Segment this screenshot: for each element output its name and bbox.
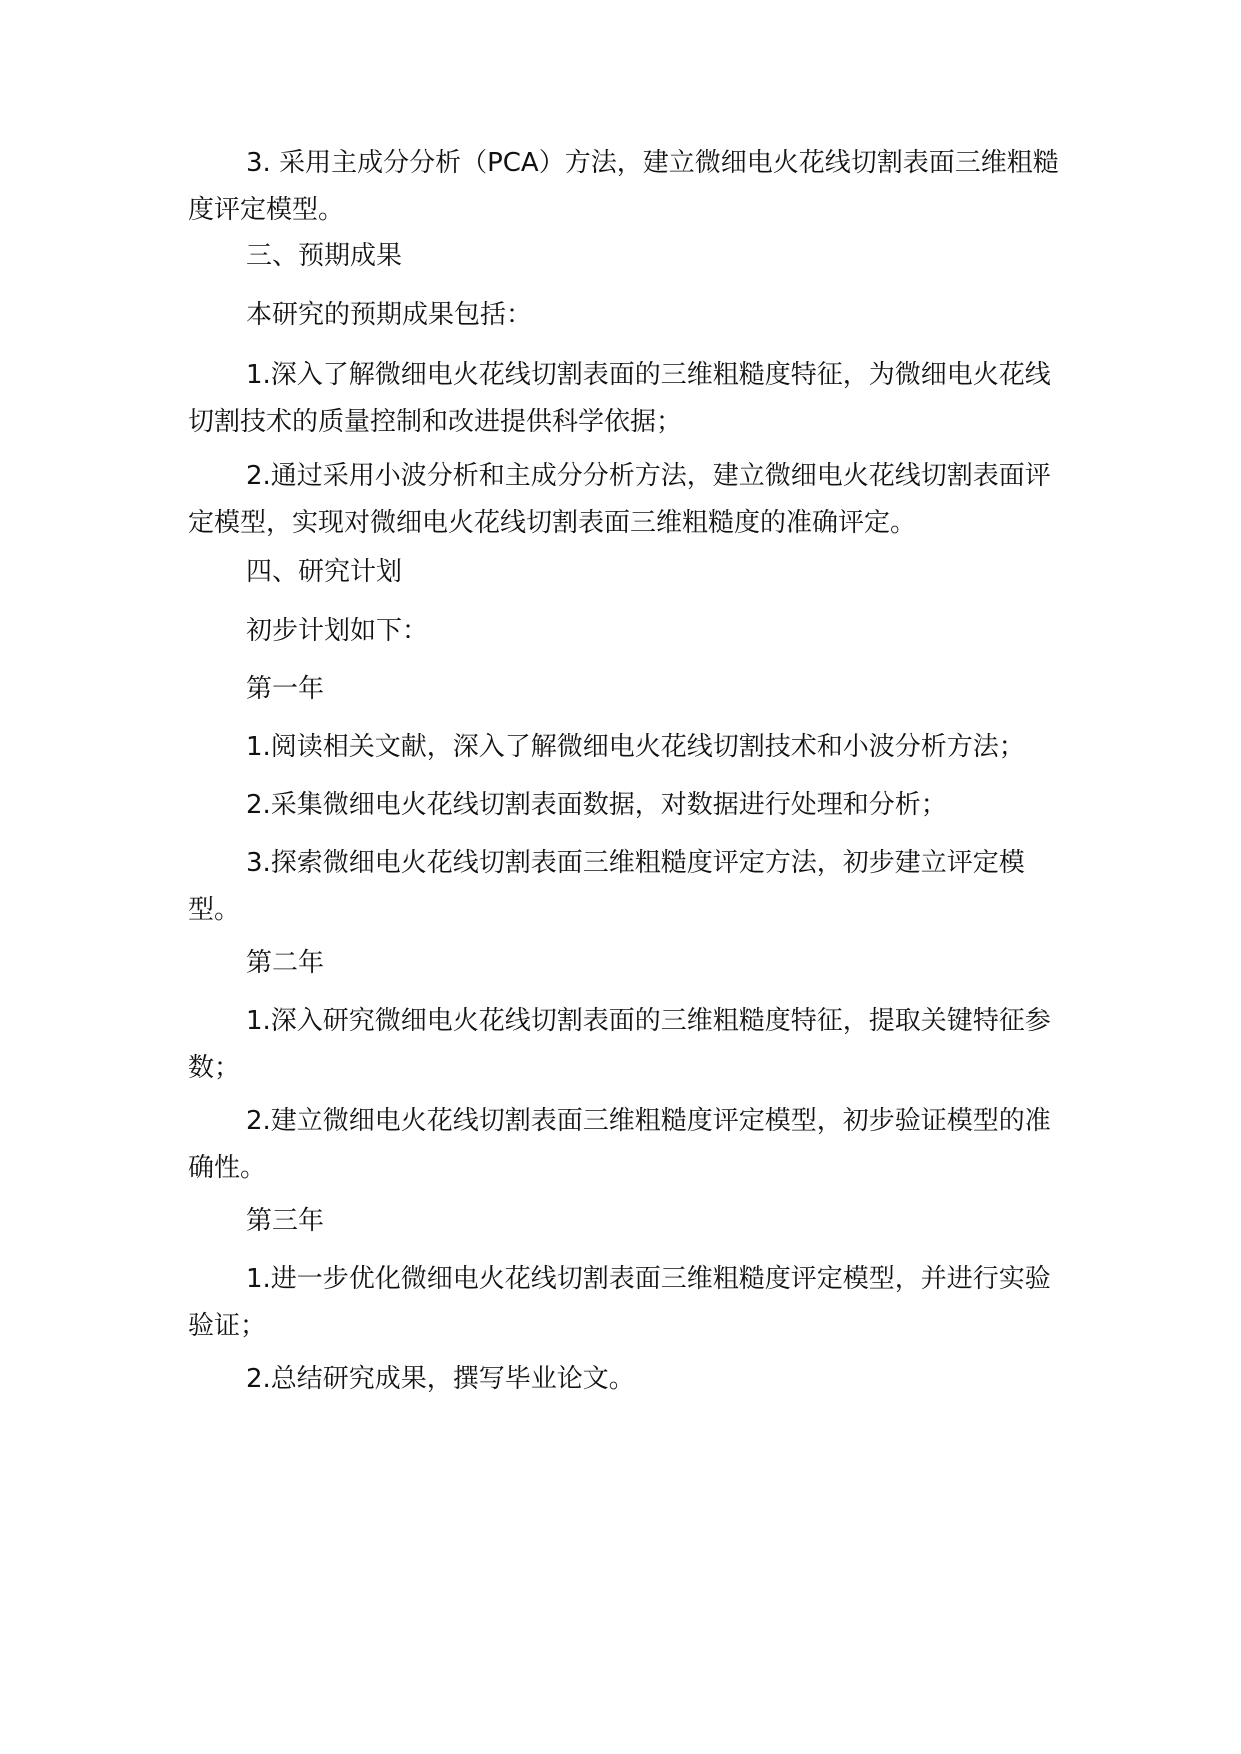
paragraph-method-3: 3. 采用主成分分析（PCA）方法，建立微细电火花线切割表面三维粗糙度评定模型。 [188, 148, 1059, 225]
year-heading-1: 第一年 [246, 674, 325, 704]
paragraph-results-intro: 本研究的预期成果包括： [246, 300, 533, 330]
year-1-item-2: 2.采集微细电火花线切割表面数据，对数据进行处理和分析； [246, 790, 947, 820]
year-heading-2: 第二年 [246, 948, 325, 978]
paragraph-result-2: 2.通过采用小波分析和主成分分析方法，建立微细电火花线切割表面评定模型，实现对微细电火花线切割表面三维粗糙度的准确评定。 [188, 461, 1051, 538]
year-heading-3: 第三年 [246, 1206, 325, 1236]
year-1-item-3: 3.探索微细电火花线切割表面三维粗糙度评定方法，初步建立评定模型。 [188, 848, 1025, 925]
year-3-item-2: 2.总结研究成果，撰写毕业论文。 [246, 1364, 635, 1394]
year-2-item-1: 1.深入研究微细电火花线切割表面的三维粗糙度特征，提取关键特征参数； [188, 1006, 1051, 1083]
year-1-item-1: 1.阅读相关文献，深入了解微细电火花线切割技术和小波分析方法； [246, 732, 1025, 762]
year-2-item-2: 2.建立微细电火花线切割表面三维粗糙度评定模型，初步验证模型的准确性。 [188, 1106, 1051, 1183]
paragraph-plan-intro: 初步计划如下： [246, 616, 429, 646]
year-3-item-1: 1.进一步优化微细电火花线切割表面三维粗糙度评定模型，并进行实验验证； [188, 1264, 1051, 1341]
section-heading-research-plan: 四、研究计划 [246, 557, 403, 587]
paragraph-result-1: 1.深入了解微细电火花线切割表面的三维粗糙度特征，为微细电火花线切割技术的质量控制和改进提供科学依据； [188, 360, 1051, 437]
section-heading-expected-results: 三、预期成果 [246, 241, 403, 271]
